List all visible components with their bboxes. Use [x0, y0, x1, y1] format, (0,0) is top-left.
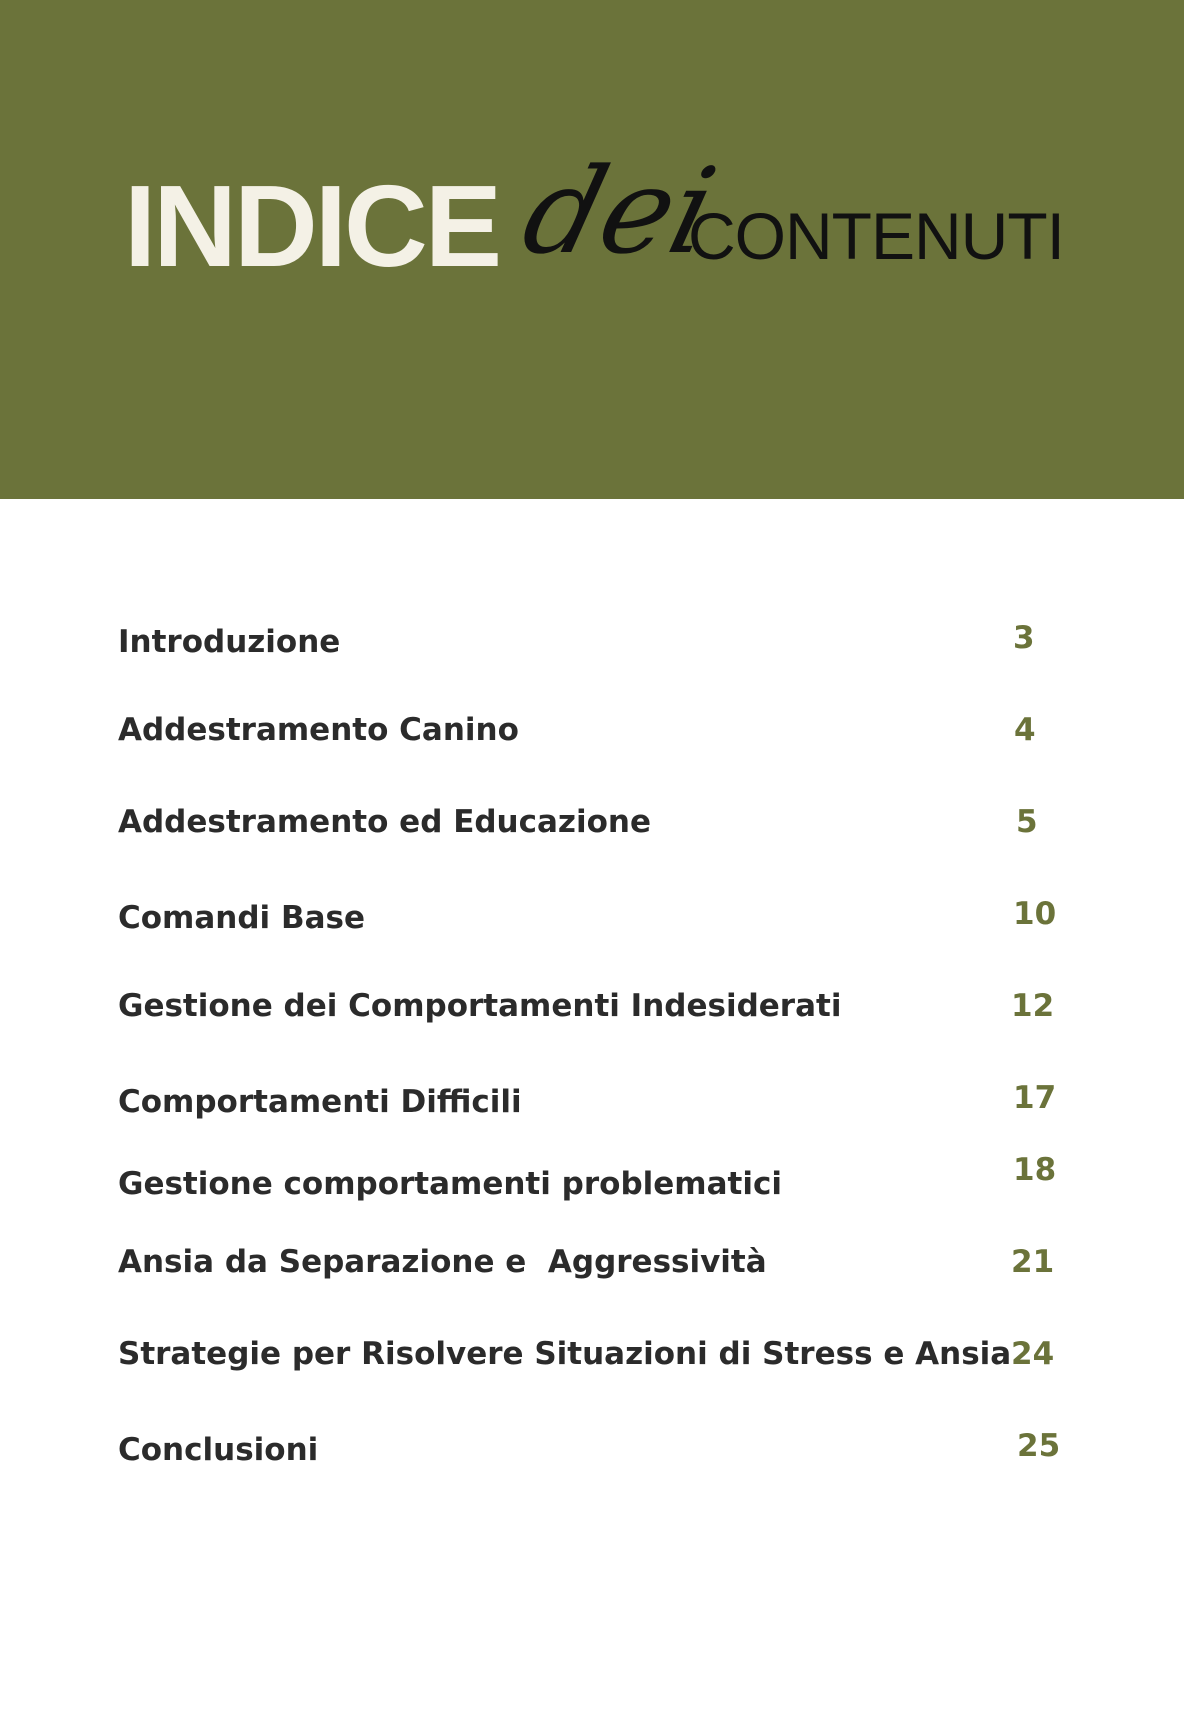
- toc-entry-title: Conclusioni: [118, 1432, 319, 1468]
- toc-entry-page: 12: [1011, 988, 1055, 1024]
- toc-entry-title: Gestione dei Comportamenti Indesiderati: [118, 988, 842, 1024]
- title-dei-script: dei: [510, 142, 729, 280]
- toc-entry-title: Comandi Base: [118, 900, 365, 936]
- toc-entry-page: 17: [1013, 1080, 1057, 1116]
- toc-row[interactable]: [0, 988, 1184, 1024]
- toc-row[interactable]: [0, 1080, 1184, 1120]
- toc-entry-page: 18: [1013, 1152, 1057, 1188]
- toc-row[interactable]: [0, 712, 1184, 748]
- toc-row[interactable]: [0, 620, 1184, 660]
- toc-row[interactable]: [0, 1336, 1184, 1372]
- toc-entry-title: Addestramento Canino: [118, 712, 519, 748]
- toc-entry-page: 10: [1013, 896, 1057, 932]
- toc-row[interactable]: [0, 1428, 1184, 1468]
- toc-entry-title: Comportamenti Difficili: [118, 1084, 522, 1120]
- toc-row[interactable]: [0, 1244, 1184, 1280]
- toc-entry-page: 21: [1011, 1244, 1055, 1280]
- toc-entry-title: Addestramento ed Educazione: [118, 804, 651, 840]
- toc-row[interactable]: [0, 1152, 1184, 1202]
- toc-entry-page: 4: [1014, 712, 1036, 748]
- toc-entry-page: 24: [1011, 1336, 1055, 1372]
- toc-row[interactable]: [0, 896, 1184, 936]
- toc-entry-title: Strategie per Risolvere Situazioni di Stress e Ansia: [118, 1336, 1012, 1372]
- title-contenuti: CONTENUTI: [688, 199, 1064, 273]
- toc-entry-page: 5: [1016, 804, 1038, 840]
- title-indice: INDICE: [124, 161, 500, 291]
- toc-row[interactable]: [0, 804, 1184, 840]
- toc-entry-title: Introduzione: [118, 624, 341, 660]
- toc-entry-page: 3: [1013, 620, 1035, 656]
- toc-entry-title: Gestione comportamenti problematici: [118, 1166, 782, 1202]
- toc-entry-page: 25: [1017, 1428, 1061, 1464]
- toc-entry-title: Ansia da Separazione e Aggressività: [118, 1244, 767, 1280]
